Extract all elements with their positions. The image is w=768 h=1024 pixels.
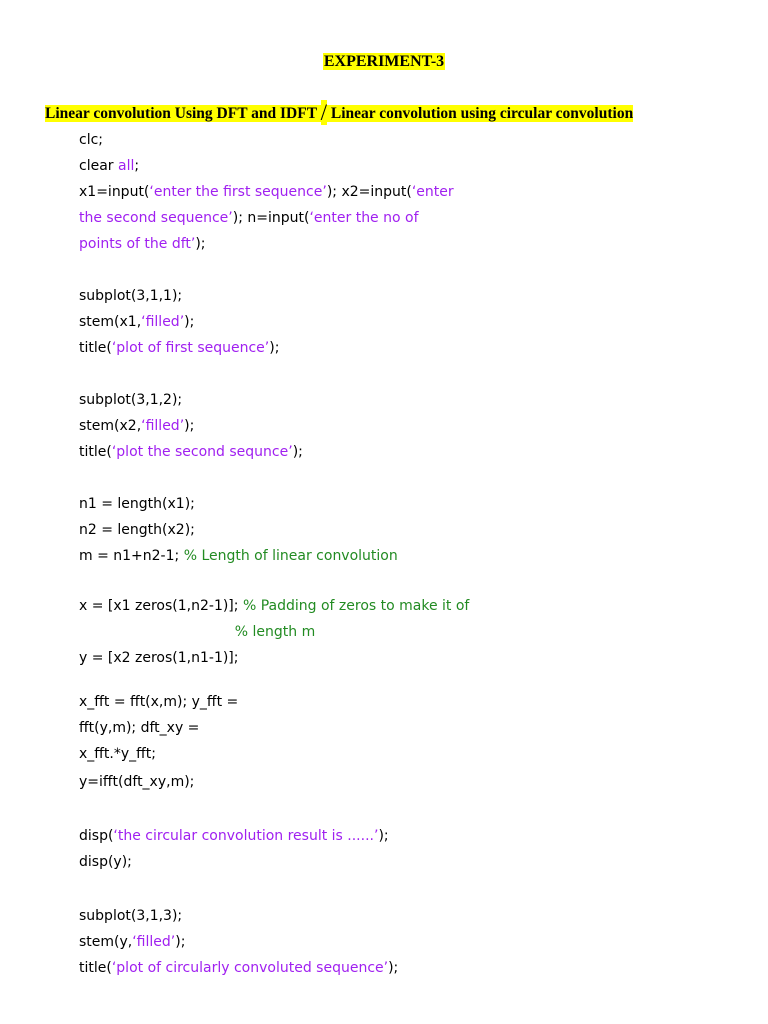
code-text: stem(y, [79, 934, 133, 950]
code-line [79, 958, 398, 978]
code-text: x = [x1 zeros(1,n2-1)]; [79, 598, 243, 614]
subtitle-slash: / [320, 100, 328, 125]
code-text: n2 = length(x2); [79, 522, 195, 538]
code-comment: % Padding of zeros to make it of [242, 598, 470, 614]
code-string: ‘enter [411, 184, 454, 200]
code-line [79, 826, 389, 846]
code-text: fft(y,m); dft_xy = [79, 720, 200, 736]
code-text: subplot(3,1,3); [79, 908, 183, 924]
code-text: title( [79, 444, 112, 460]
code-line [79, 442, 303, 462]
code-text: ; [134, 158, 140, 174]
code-line [79, 312, 194, 332]
code-line [79, 494, 195, 514]
code-text: title( [79, 340, 112, 356]
code-line [79, 338, 279, 358]
subtitle-left: Linear convolution Using DFT and IDFT [45, 105, 321, 122]
code-string: ‘filled’ [132, 934, 176, 950]
code-text: title( [79, 960, 112, 976]
code-text: m = n1+n2-1; [79, 548, 184, 564]
code-text: subplot(3,1,1); [79, 288, 183, 304]
code-line [79, 596, 469, 616]
code-line [79, 852, 132, 872]
code-text: ); [195, 236, 206, 252]
code-text: disp(y); [79, 854, 132, 870]
code-text: ); x2=input( [326, 184, 412, 200]
code-text: x_fft.*y_fft; [79, 746, 157, 762]
code-text: ); [175, 934, 186, 950]
code-comment: % length m [79, 624, 316, 640]
code-string: points of the dft’ [79, 236, 196, 252]
code-string: ‘filled’ [141, 314, 185, 330]
code-line [79, 692, 238, 712]
code-line [79, 286, 182, 306]
code-text: clear [79, 158, 118, 174]
code-string: ‘filled’ [141, 418, 185, 434]
code-line [79, 932, 185, 952]
experiment-heading [0, 52, 768, 72]
code-string: all [118, 158, 135, 174]
code-line [79, 130, 103, 150]
subtitle-right: Linear convolution using circular convolution [327, 105, 634, 122]
code-text: disp( [79, 828, 114, 844]
code-text: x1=input( [79, 184, 150, 200]
code-string: ‘plot of first sequence’ [111, 340, 270, 356]
code-line [79, 772, 194, 792]
code-text: stem(x1, [79, 314, 142, 330]
document-subtitle [45, 101, 633, 126]
code-text: ); [292, 444, 303, 460]
experiment-heading-text: EXPERIMENT-3 [323, 53, 445, 70]
code-string: ‘enter the no of [309, 210, 419, 226]
code-line [79, 906, 182, 926]
code-text: subplot(3,1,2); [79, 392, 183, 408]
code-text: ); [388, 960, 399, 976]
code-string: ‘the circular convolution result is ......’ [113, 828, 379, 844]
code-text: ); [378, 828, 389, 844]
code-string: ‘plot the second sequnce’ [111, 444, 293, 460]
code-text: n1 = length(x1); [79, 496, 195, 512]
code-text: ); [184, 314, 195, 330]
code-line [79, 234, 206, 254]
code-line [79, 208, 419, 228]
code-text: ); [269, 340, 280, 356]
code-string: ‘enter the first sequence’ [149, 184, 327, 200]
code-line [79, 648, 239, 668]
code-line [79, 622, 315, 642]
code-line [79, 416, 194, 436]
code-text: y = [x2 zeros(1,n1-1)]; [79, 650, 239, 666]
code-line [79, 718, 199, 738]
code-text: ); [184, 418, 195, 434]
code-string: the second sequence’ [79, 210, 233, 226]
code-text: stem(x2, [79, 418, 142, 434]
code-text: ); n=input( [232, 210, 310, 226]
code-line [79, 156, 139, 176]
code-line [79, 546, 398, 566]
code-text: clc; [79, 132, 104, 148]
code-line [79, 520, 195, 540]
code-string: ‘plot of circularly convoluted sequence’ [111, 960, 389, 976]
code-text: x_fft = fft(x,m); y_fft = [79, 694, 239, 710]
code-line [79, 744, 156, 764]
code-line [79, 182, 454, 202]
code-line [79, 390, 182, 410]
code-text: y=ifft(dft_xy,m); [79, 774, 195, 790]
code-comment: % Length of linear convolution [183, 548, 398, 564]
